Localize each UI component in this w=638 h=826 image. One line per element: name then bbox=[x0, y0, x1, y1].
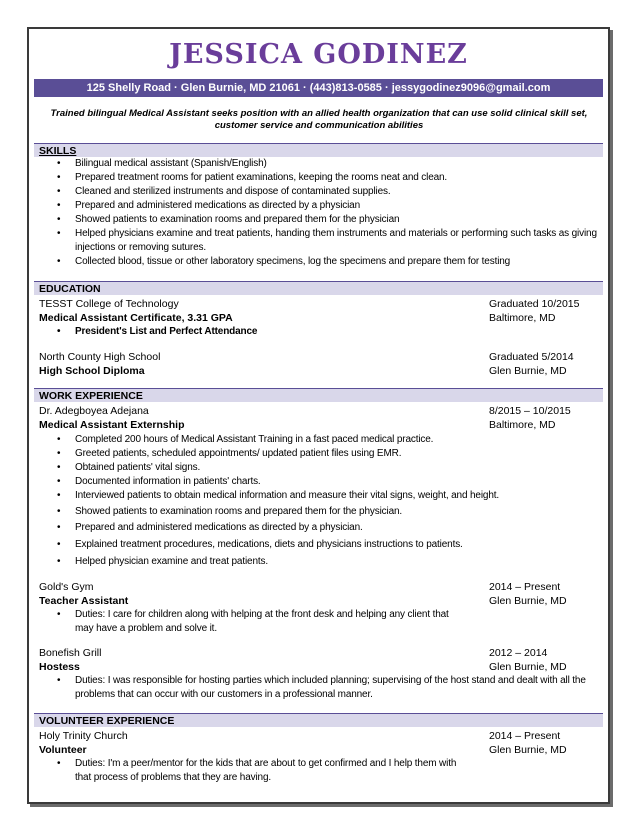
duty-item: • Duties: I was responsible for hosting parties which included planning; supervising of the host stand and dealt with all the problems that can occur with our customers in a professional manner. bbox=[57, 674, 597, 702]
education-honors-list bbox=[57, 325, 597, 339]
contact-bar: 125 Shelly Road · Glen Burnie, MD 21061 · (443)813-0585 · jessygodinez9096@gmail.com bbox=[34, 79, 603, 97]
job-location: Glen Burnie, MD bbox=[489, 661, 567, 673]
volunteer-line-2 bbox=[39, 743, 599, 757]
volunteer-line-1 bbox=[39, 729, 599, 743]
job-1-line-2 bbox=[39, 418, 599, 432]
job-title: Teacher Assistant bbox=[39, 595, 129, 607]
duty-item: • Duties: I'm a peer/mentor for the kids that are about to get confirmed and I help them with that process of problems that they are having. bbox=[57, 757, 457, 785]
education-entry-1-line-1 bbox=[39, 297, 599, 311]
school-name: TESST College of Technology bbox=[39, 298, 179, 310]
skill-item: • Helped physicians examine and treat patients, handing them instruments and materials or performing such tasks as giving injections or removing sutures. bbox=[57, 227, 597, 255]
education-entry-2-line-1 bbox=[39, 350, 599, 364]
resume-name: JESSICA GODINEZ bbox=[169, 39, 468, 70]
school-location: Glen Burnie, MD bbox=[489, 365, 567, 377]
duty-item: • Explained treatment procedures, medications, diets and physicians instructions to patients. bbox=[57, 538, 597, 552]
duty-item: • Completed 200 hours of Medical Assistant Training in a fast paced medical practice. bbox=[57, 433, 597, 447]
school-name: North County High School bbox=[39, 351, 161, 363]
job-2-line-2 bbox=[39, 594, 599, 608]
duty-item: • Helped physician examine and treat patients. bbox=[57, 555, 597, 569]
degree: High School Diploma bbox=[39, 365, 145, 377]
volunteer-dates: 2014 – Present bbox=[489, 730, 561, 742]
volunteer-heading: VOLUNTEER EXPERIENCE bbox=[34, 713, 603, 727]
skill-item: • Cleaned and sterilized instruments and dispose of contaminated supplies. bbox=[57, 185, 597, 199]
job-1-line-1 bbox=[39, 404, 599, 418]
employer: Bonefish Grill bbox=[39, 647, 102, 659]
job-location: Baltimore, MD bbox=[489, 419, 556, 431]
job-dates: 8/2015 – 10/2015 bbox=[489, 405, 571, 417]
duty-item: • Documented information in patients' charts. bbox=[57, 475, 597, 489]
honor-item: • President's List and Perfect Attendance bbox=[57, 325, 597, 339]
job-1-duties bbox=[57, 433, 597, 569]
job-2-line-1 bbox=[39, 580, 599, 594]
job-2-duties bbox=[57, 608, 457, 636]
employer: Gold's Gym bbox=[39, 581, 94, 593]
objective-statement: Trained bilingual Medical Assistant seeks position with an allied health organization that can use solid clinical skill set, customer service and communication abilities bbox=[50, 108, 588, 131]
school-location: Baltimore, MD bbox=[489, 312, 556, 324]
duty-item: • Prepared and administered medications as directed by a physician. bbox=[57, 521, 597, 535]
volunteer-location: Glen Burnie, MD bbox=[489, 744, 567, 756]
organization: Holy Trinity Church bbox=[39, 730, 128, 742]
duty-item: • Obtained patients' vital signs. bbox=[57, 461, 597, 475]
employer: Dr. Adegboyea Adejana bbox=[39, 405, 149, 417]
degree: Medical Assistant Certificate, 3.31 GPA bbox=[39, 312, 233, 324]
duty-item: • Greeted patients, scheduled appointments/ updated patient files using EMR. bbox=[57, 447, 597, 461]
volunteer-title: Volunteer bbox=[39, 744, 87, 756]
job-title: Hostess bbox=[39, 661, 80, 673]
graduation-date: Graduated 5/2014 bbox=[489, 351, 574, 363]
skill-item: • Showed patients to examination rooms and prepared them for the physician bbox=[57, 213, 597, 227]
job-location: Glen Burnie, MD bbox=[489, 595, 567, 607]
resume-page bbox=[27, 27, 610, 804]
job-title: Medical Assistant Externship bbox=[39, 419, 185, 431]
skill-item: • Bilingual medical assistant (Spanish/English) bbox=[57, 157, 597, 171]
skill-item: • Collected blood, tissue or other laboratory specimens, log the specimens and prepare them for testing bbox=[57, 255, 597, 269]
duty-item: • Duties: I care for children along with helping at the front desk and helping any client that may have a problem and solve it. bbox=[57, 608, 457, 636]
graduation-date: Graduated 10/2015 bbox=[489, 298, 580, 310]
volunteer-duties bbox=[57, 757, 457, 785]
skill-item: • Prepared treatment rooms for patient examinations, keeping the rooms neat and clean. bbox=[57, 171, 597, 185]
education-entry-2-line-2 bbox=[39, 364, 599, 378]
skills-heading: SKILLS bbox=[34, 143, 603, 157]
education-entry-1-line-2 bbox=[39, 311, 599, 325]
work-experience-heading: WORK EXPERIENCE bbox=[34, 388, 603, 402]
duty-item: • Showed patients to examination rooms and prepared them for the physician. bbox=[57, 505, 597, 519]
job-3-line-2 bbox=[39, 660, 599, 674]
skill-item: • Prepared and administered medications as directed by a physician bbox=[57, 199, 597, 213]
job-dates: 2014 – Present bbox=[489, 581, 561, 593]
duty-item: • Interviewed patients to obtain medical information and measure their vital signs, weight, and height. bbox=[57, 489, 597, 503]
skills-list bbox=[57, 157, 597, 269]
job-3-line-1 bbox=[39, 646, 599, 660]
job-3-duties bbox=[57, 674, 597, 702]
education-heading: EDUCATION bbox=[34, 281, 603, 295]
job-dates: 2012 – 2014 bbox=[489, 647, 548, 659]
